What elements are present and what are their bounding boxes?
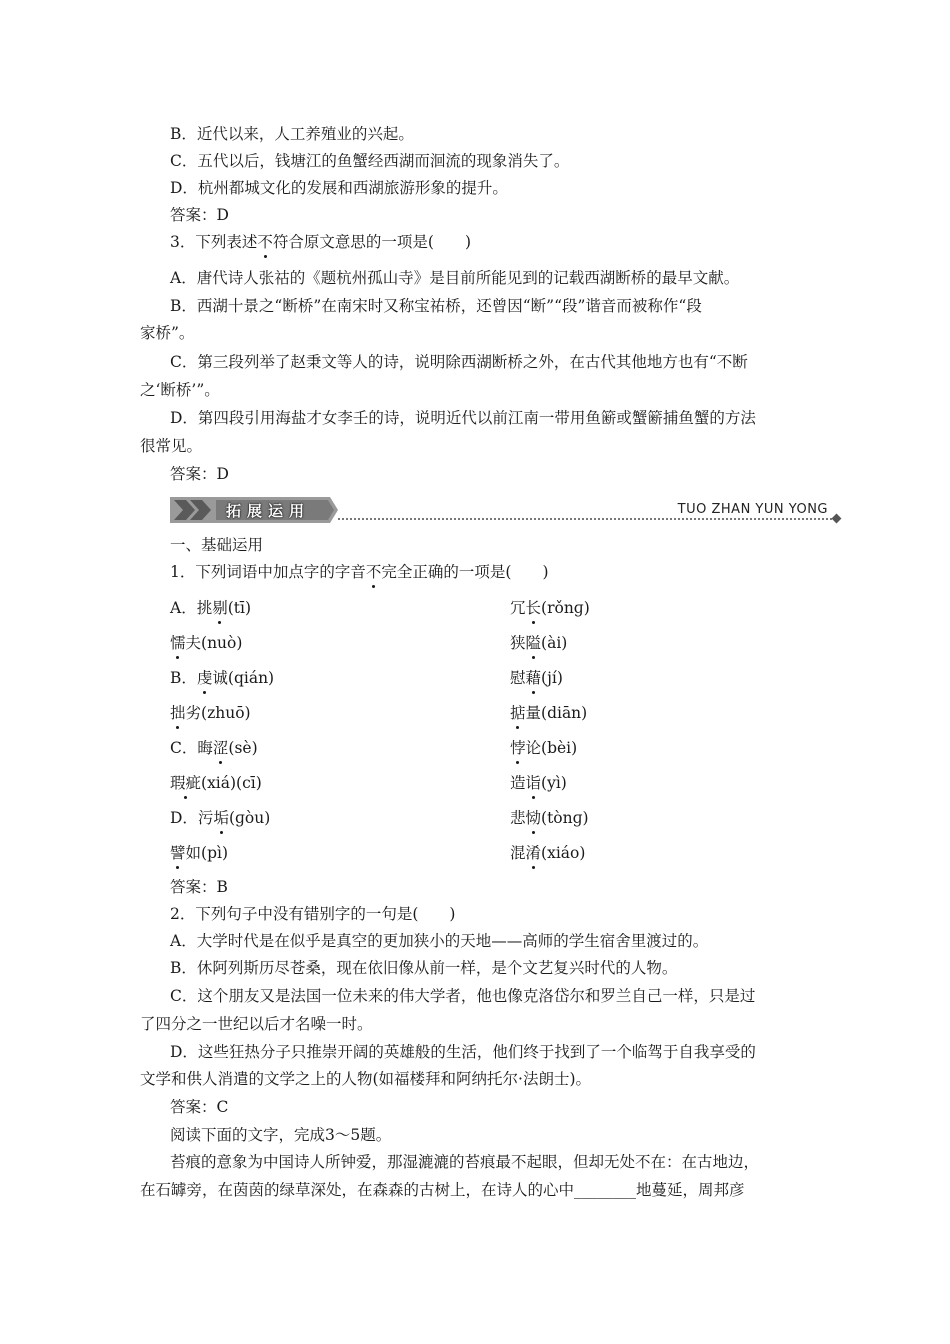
word-pre: 慰 [510, 669, 526, 687]
q3-answer: 答案：D [170, 465, 229, 483]
word-pre: 冗 [510, 599, 526, 617]
word-pre: A．挑 [170, 599, 213, 617]
dotted-char: 恸 [525, 809, 542, 827]
word-pre: 狭 [510, 634, 526, 652]
q1-stem-dot: 不 [365, 563, 382, 581]
q1-answer: 答案：B [170, 878, 228, 896]
word-post: 劣(zhuō) [185, 704, 251, 722]
q3-option-b-line2: 家桥”。 [140, 324, 195, 342]
q3-stem [170, 232, 471, 252]
reading-intro: 阅读下面的文字，完成3～5题。 [170, 1126, 392, 1144]
q1-row-6-left [170, 773, 262, 793]
diamond-icon [832, 514, 842, 524]
q1-row-1-right [510, 598, 590, 618]
word-post: (ài) [541, 634, 568, 652]
dotted-char: 隘 [525, 634, 542, 652]
q2-option-d: D．杭州都城文化的发展和西湖旅游形象的提升。 [170, 179, 508, 197]
q1-row-1-left [170, 598, 251, 618]
word-post: (rǒnɡ) [541, 599, 590, 617]
q1-stem-post: 完全正确的一项是( ) [381, 563, 549, 581]
q3-stem-dot: 不 [257, 233, 273, 251]
word-pre: 悲 [510, 809, 526, 827]
word-pre: 混 [510, 844, 526, 862]
dotted-char: 长 [525, 599, 542, 617]
section-heading: 一、基础运用 [170, 536, 264, 554]
q2-stem: 2．下列句子中没有错别字的一句是( ) [170, 905, 456, 923]
q1-row-8-left [170, 843, 228, 863]
q1-row-8-right [510, 843, 585, 863]
q1-row-2-left [170, 633, 242, 653]
word-post: 夫(nuò) [185, 634, 243, 652]
q1-row-2-right [510, 633, 567, 653]
dotted-char: 垢 [213, 809, 229, 827]
word-post: 论(bèi) [525, 739, 578, 757]
q2-answer: 答案：D [170, 206, 229, 224]
q3-option-a: A．唐代诗人张祜的《题杭州孤山寺》是目前所能见到的记载西湖断桥的最早文献。 [170, 269, 740, 287]
q2-option-c-line2: 了四分之一世纪以后才名噪一时。 [140, 1015, 373, 1033]
word-post: (tī) [227, 599, 251, 617]
word-pre: D．污 [170, 809, 214, 827]
q3-stem-pre: 3．下列表述 [170, 233, 258, 251]
q1-row-4-left [170, 703, 251, 723]
word-post: (xiáo) [541, 844, 586, 862]
dotted-char: 懦 [170, 634, 186, 652]
q3-option-d-line1: D．第四段引用海盐才女李壬的诗，说明近代以前江南一带用鱼簖或蟹簖捕鱼蟹的方法 [170, 409, 756, 427]
dotted-char: 淆 [525, 844, 542, 862]
banner-dotted-rule [338, 518, 832, 520]
q1-row-5-right [510, 738, 577, 758]
word-pre: C．晦 [170, 739, 213, 757]
word-post: (ɡòu) [228, 809, 271, 827]
q3-option-d-line2: 很常见。 [140, 437, 203, 455]
q1-row-5-left [170, 738, 258, 758]
q3-option-c-line2: 之‘断桥’”。 [140, 381, 220, 399]
q1-row-7-left [170, 808, 270, 828]
reading-paragraph-line2: 在石罅旁，在茵茵的绿草深处，在森森的古树上，在诗人的心中________地蔓延，周邦彦 [140, 1181, 745, 1199]
q2-answer: 答案：C [170, 1098, 229, 1116]
dotted-char: 藉 [525, 669, 542, 687]
q1-row-6-right [510, 773, 567, 793]
q1-row-4-right [510, 703, 587, 723]
dotted-char: 虔 [196, 669, 213, 687]
dotted-char: 剔 [212, 599, 228, 617]
banner-english: TUO ZHAN YUN YONG [677, 502, 828, 517]
dotted-char: 拙 [170, 704, 186, 722]
q2-option-b: B．近代以来，人工养殖业的兴起。 [170, 125, 414, 143]
word-post: 量(diān) [525, 704, 588, 722]
q1-stem [170, 562, 549, 582]
word-pre: 造 [510, 774, 526, 792]
word-post: (tònɡ) [541, 809, 589, 827]
q2-option-b: B．休阿列斯历尽苍桑，现在依旧像从前一样，是个文艺复兴时代的人物。 [170, 959, 678, 977]
q2-option-c: C．五代以后，钱塘江的鱼蟹经西湖而洄流的现象消失了。 [170, 152, 570, 170]
dotted-char: 诣 [525, 774, 542, 792]
q2-option-d-line2: 文学和供人消遣的文学之上的人物(如福楼拜和阿纳托尔·法朗士)。 [140, 1070, 592, 1088]
q3-option-b-line1: B．西湖十景之“断桥”在南宋时又称宝祐桥，还曾因“断”“段”谐音而被称作“段 [170, 297, 702, 315]
word-post: 诚(qián) [212, 669, 275, 687]
word-post: (jí) [541, 669, 563, 687]
q2-option-c-line1: C．这个朋友又是法国一位未来的伟大学者，他也像克洛岱尔和罗兰自己一样，只是过 [170, 987, 756, 1005]
q3-option-c-line1: C．第三段列举了赵秉文等人的诗，说明除西湖断桥之外，在古代其他地方也有“不断 [170, 353, 748, 371]
dotted-char: 譬 [170, 844, 186, 862]
q3-stem-post: 符合原文意思的一项是( ) [272, 233, 471, 251]
q1-row-3-left [170, 668, 274, 688]
word-pre: B． [170, 669, 197, 687]
word-post: (xiá)(cī) [201, 774, 262, 792]
banner-title: 拓展运用 [226, 502, 311, 520]
word-post: 如(pì) [185, 844, 228, 862]
dotted-char: 瑕疵 [170, 774, 202, 792]
reading-paragraph-line1: 苔痕的意象为中国诗人所钟爱，那湿漉漉的苔痕最不起眼，但却无处不在：在古地边， [170, 1153, 760, 1171]
q1-row-7-right [510, 808, 589, 828]
q1-stem-pre: 1．下列词语中加点字的字音 [170, 563, 366, 581]
dotted-char: 掂 [510, 704, 526, 722]
word-post: (yì) [541, 774, 567, 792]
section-banner [170, 497, 840, 525]
dotted-char: 涩 [212, 739, 229, 757]
q1-row-3-right [510, 668, 563, 688]
q2-option-a: A．大学时代是在似乎是真空的更加狭小的天地——高师的学生宿舍里渡过的。 [170, 932, 709, 950]
dotted-char: 悖 [510, 739, 526, 757]
word-post: (sè) [228, 739, 258, 757]
q2-option-d-line1: D．这些狂热分子只推崇开阔的英雄般的生活，他们终于找到了一个临驾于自我享受的 [170, 1043, 756, 1061]
